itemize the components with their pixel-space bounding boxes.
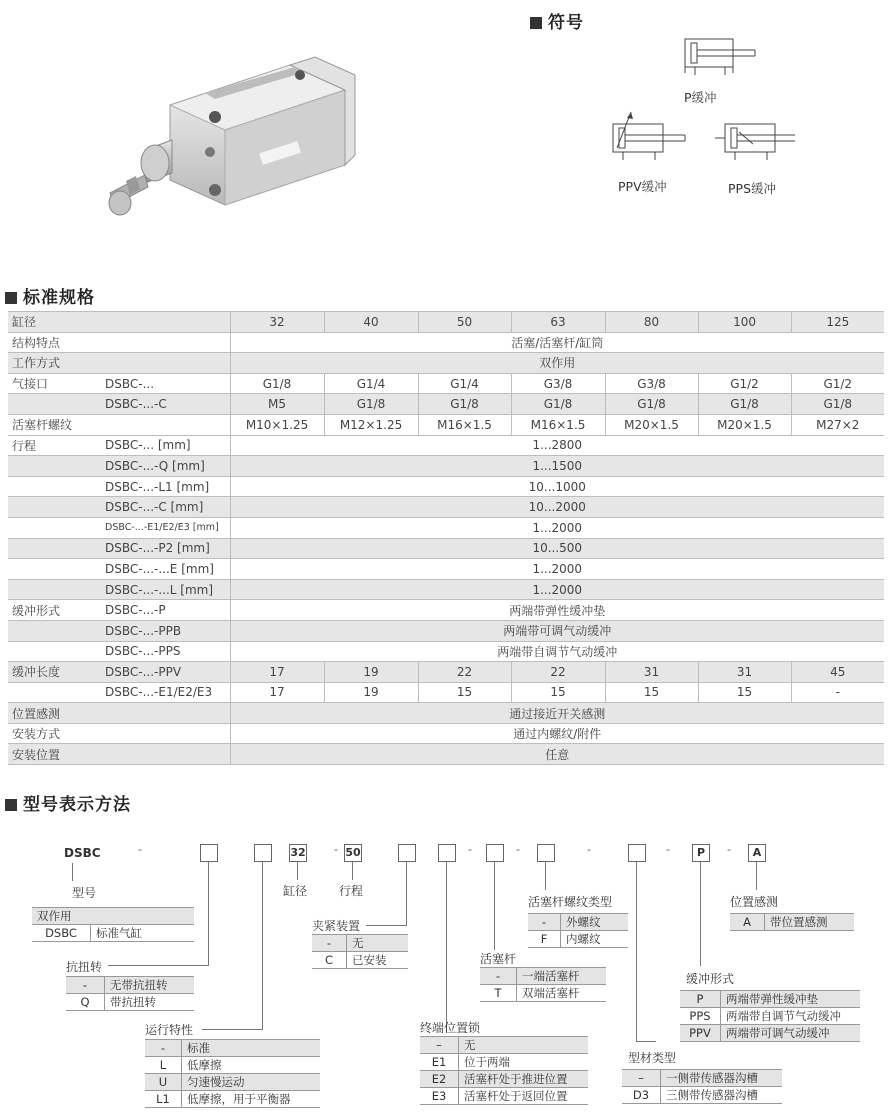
stroke-row: 行程 DSBC-... [mm] 1...2800 xyxy=(8,435,884,456)
twist-code-box xyxy=(200,844,218,862)
bore-100: 100 xyxy=(698,312,791,333)
spec-heading: 标准规格 xyxy=(5,283,95,308)
pps-cushion-label: PPS缓冲 xyxy=(728,181,777,196)
pps-cushion-symbol xyxy=(715,118,805,163)
code-dash: - xyxy=(468,843,472,856)
stroke-code-box: 50 xyxy=(344,844,362,862)
bore-label: 缸径 xyxy=(8,312,230,333)
endlock-code-box xyxy=(438,844,456,862)
position-row: 安装位置 任意 xyxy=(8,744,884,765)
thread-row: 活塞杆螺纹 M10×1.25 M12×1.25 M16×1.5 M16×1.5 M20×1.5 M20×1.5 M27×2 xyxy=(8,414,884,435)
clamp-table: - 无 C 已安装 xyxy=(312,934,408,969)
motion-code-box xyxy=(254,844,272,862)
model-type-label: 型号 xyxy=(72,886,97,900)
twist-table: - 无带抗扭转 Q 带抗扭转 xyxy=(66,976,194,1011)
cushion-row: DSBC-...-PPB 两端带可调气动缓冲 xyxy=(8,620,884,641)
structure-row: 结构特点 活塞/活塞杆/缸筒 xyxy=(8,332,884,353)
rodthread-table: - 外螺纹 F 内螺纹 xyxy=(528,913,628,948)
code-dash: - xyxy=(727,843,731,856)
code-dash: - xyxy=(334,843,338,856)
code-dash: - xyxy=(587,843,591,856)
rod-table: - 一端活塞杆 T 双端活塞杆 xyxy=(480,967,606,1002)
cushion-row: 缓冲形式 DSBC-...-P 两端带弹性缓冲垫 xyxy=(8,600,884,621)
cushion-row: DSBC-...-PPS 两端带自调节气动缓冲 xyxy=(8,641,884,662)
stroke-row: DSBC-...-E1/E2/E3 [mm] 1...2000 xyxy=(8,517,884,538)
p-cushion-label: P缓冲 xyxy=(684,90,717,105)
clamp-label: 夹紧装置 xyxy=(312,919,361,933)
motion-table: - 标准 L 低摩擦 U 匀速慢运动 L1 低摩擦，用于平衡器 xyxy=(145,1039,320,1108)
code-dash: - xyxy=(666,843,670,856)
twist-label: 抗扭转 xyxy=(66,960,103,974)
profile-code-box xyxy=(628,844,646,862)
model-heading: 型号表示方法 xyxy=(5,790,131,815)
sensing-row: 位置感测 通过接近开关感测 xyxy=(8,703,884,724)
profile-label: 型材类型 xyxy=(628,1051,677,1065)
bore-50: 50 xyxy=(418,312,511,333)
clamp-code-box xyxy=(398,844,416,862)
mode-row: 工作方式 双作用 xyxy=(8,353,884,374)
bore-40: 40 xyxy=(324,312,418,333)
sense-label: 位置感测 xyxy=(730,895,779,909)
rodthread-code-box xyxy=(537,844,555,862)
cylinder-product-image xyxy=(100,55,360,230)
bore-63: 63 xyxy=(511,312,605,333)
symbols-heading: 符号 xyxy=(530,8,584,33)
stroke-row: DSBC-...-L1 [mm] 10...1000 xyxy=(8,476,884,497)
ppv-cushion-label: PPV缓冲 xyxy=(618,179,667,194)
stroke-code-label: 行程 xyxy=(339,884,364,898)
endlock-table: – 无 E1 位于两端 E2 活塞杆处于推进位置 E3 活塞杆处于返回位置 xyxy=(420,1036,588,1105)
sense-code-box: A xyxy=(748,844,766,862)
rod-label: 活塞杆 xyxy=(480,952,517,966)
stroke-row: DSBC-...-C [mm] 10...2000 xyxy=(8,497,884,518)
stroke-row: DSBC-...-Q [mm] 1...1500 xyxy=(8,456,884,477)
motion-label: 运行特性 xyxy=(145,1023,194,1037)
spec-table xyxy=(8,311,884,765)
port-row: DSBC-...-C M5 G1/8 G1/8 G1/8 G1/8 G1/8 G1/8 xyxy=(8,394,884,415)
rodthread-label: 活塞杆螺纹类型 xyxy=(528,895,613,909)
code-dash: - xyxy=(516,843,520,856)
port-row: 气接口 DSBC-... G1/8 G1/4 G1/4 G3/8 G3/8 G1/2 G1/2 xyxy=(8,373,884,394)
stroke-row: DSBC-...-...E [mm] 1...2000 xyxy=(8,559,884,580)
model-code: DSBC xyxy=(64,846,101,860)
mounting-row: 安装方式 通过内螺纹/附件 xyxy=(8,723,884,744)
ppv-cushion-symbol xyxy=(605,108,695,163)
code-dash: - xyxy=(138,843,142,856)
p-cushion-symbol xyxy=(675,33,765,77)
rod-code-box xyxy=(486,844,504,862)
type-table: 双作用 DSBC 标准气缸 xyxy=(32,907,194,942)
bore-code-label: 缸径 xyxy=(283,884,308,898)
stroke-row: DSBC-...-...L [mm] 1...2000 xyxy=(8,579,884,600)
cushion-code-box: P xyxy=(692,844,710,862)
endlock-label: 终端位置锁 xyxy=(420,1021,481,1035)
profile-table: – 一侧带传感器沟槽 D3 三侧带传感器沟槽 xyxy=(622,1069,782,1104)
bore-32: 32 xyxy=(230,312,324,333)
cushion-table: P 两端带弹性缓冲垫 PPS 两端带自调节气动缓冲 PPV 两端带可调气动缓冲 xyxy=(680,990,860,1042)
cushion-label: 缓冲形式 xyxy=(686,972,735,986)
stroke-row: DSBC-...-P2 [mm] 10...500 xyxy=(8,538,884,559)
bore-80: 80 xyxy=(605,312,698,333)
bore-125: 125 xyxy=(791,312,884,333)
bore-code-box: 32 xyxy=(289,844,307,862)
bore-row xyxy=(8,312,884,333)
cushion-length-row: 缓冲长度 DSBC-...-PPV 17 19 22 22 31 31 45 xyxy=(8,662,884,683)
sense-table: A 带位置感测 xyxy=(730,913,854,931)
cushion-length-row: DSBC-...-E1/E2/E3 17 19 15 15 15 15 - xyxy=(8,682,884,703)
